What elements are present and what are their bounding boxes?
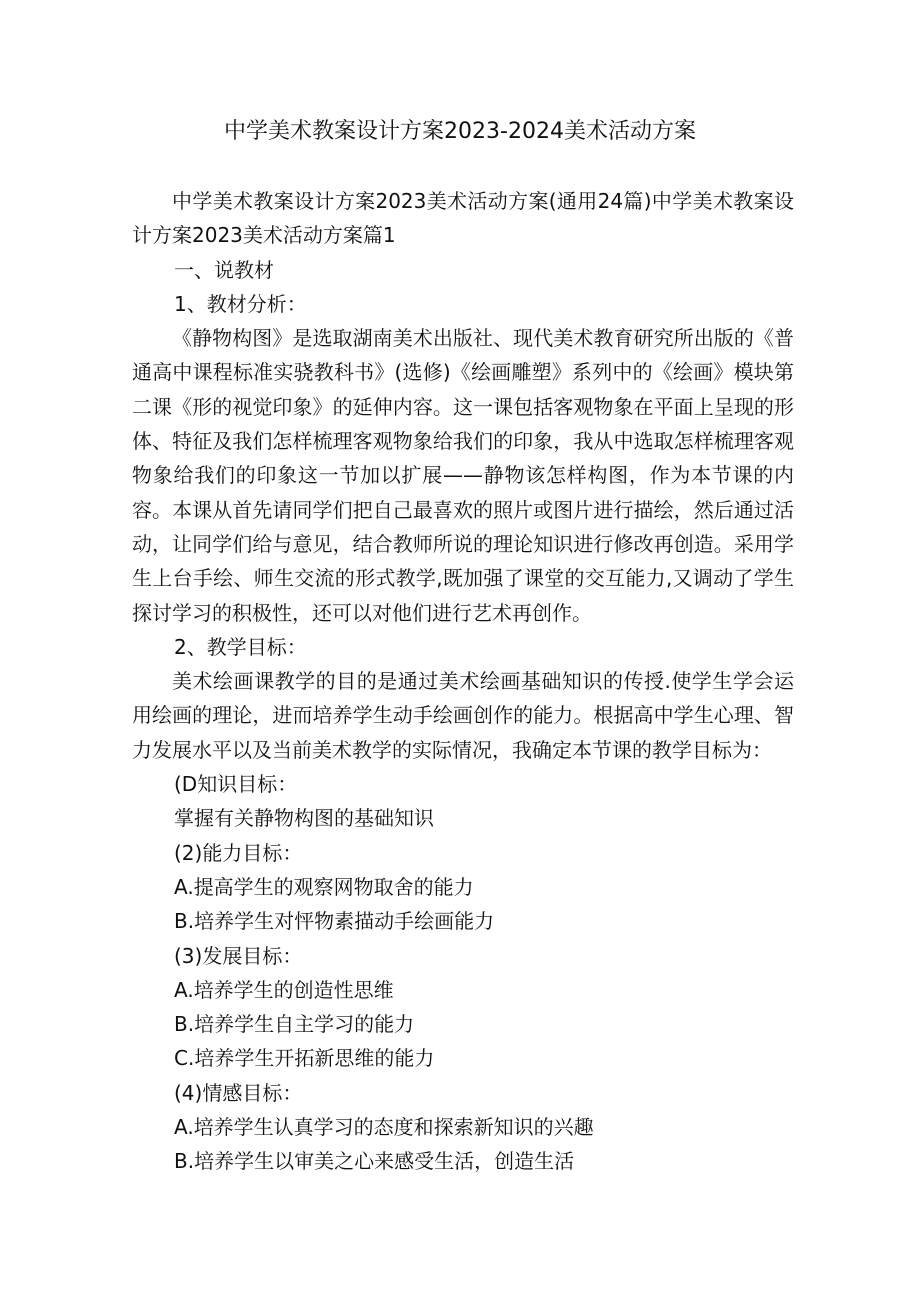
intro-paragraph: 中学美术教案设计方案2023美术活动方案(通用24篇)中学美术教案设计方案2023美术活动方案篇1 xyxy=(132,189,794,248)
body-paragraph: 美术绘画课教学的目的是通过美术绘画基础知识的传授.使学生学会运用绘画的理论，进而培养学生动手绘画创作的能力。根据高中学生心理、智力发展水平以及当前美术教学的实际情况，我确定本节课的教学目标为： xyxy=(132,669,794,762)
list-item: C.培养学生开拓新思维的能力 xyxy=(174,1046,435,1071)
list-item: 掌握有关静物构图的基础知识 xyxy=(174,806,434,831)
list-heading: (2)能力目标： xyxy=(174,840,303,865)
list-heading: (4)情感目标： xyxy=(174,1080,303,1105)
section-heading: 一、说教材 xyxy=(174,257,274,282)
list-item: B.培养学生以审美之心来感受生活，创造生活 xyxy=(174,1149,575,1174)
list-item: A.培养学生认真学习的态度和探索新知识的兴趣 xyxy=(174,1115,594,1140)
subsection-heading: 1、教材分析： xyxy=(174,291,307,316)
list-item: B.培养学生对怦物素描动手绘画能力 xyxy=(174,909,495,934)
subsection-heading: 2、教学目标： xyxy=(174,634,307,659)
body-paragraph: 《静物构图》是选取湖南美术出版社、现代美术教育研究所出版的《普通高中课程标准实骁教科书》(选修)《绘画雕塑》系列中的《绘画》模块第二课《形的视觉印象》的延伸内容。这一课包括客观物象在平面上呈现的形体、特征及我们怎样梳理客观物象给我们的印象，我从中选取怎样梳理客观物象给我们的印象这一节加以扩展——静物该怎样构图，作为本节课的内容。本课从首先请同学们把自己最喜欢的照片或图片进行描绘，然后通过活动，让同学们给与意见，结合教师所说的理论知识进行修改再创造。采用学生上台手绘、师生交流的形式教学,既加强了课堂的交互能力,又调动了学生探讨学习的积极性，还可以对他们进行艺术再创作。 xyxy=(132,326,794,625)
page-title: 中学美术教案设计方案2023-2024美术活动方案 xyxy=(224,119,696,144)
list-heading: (D知识目标： xyxy=(174,772,298,797)
list-heading: (3)发展目标： xyxy=(174,943,303,968)
list-item: A.提高学生的观察网物取舍的能力 xyxy=(174,874,474,899)
list-item: B.培养学生自主学习的能力 xyxy=(174,1012,415,1037)
document-body xyxy=(132,184,794,1179)
list-item: A.培养学生的创造性思维 xyxy=(174,977,394,1002)
